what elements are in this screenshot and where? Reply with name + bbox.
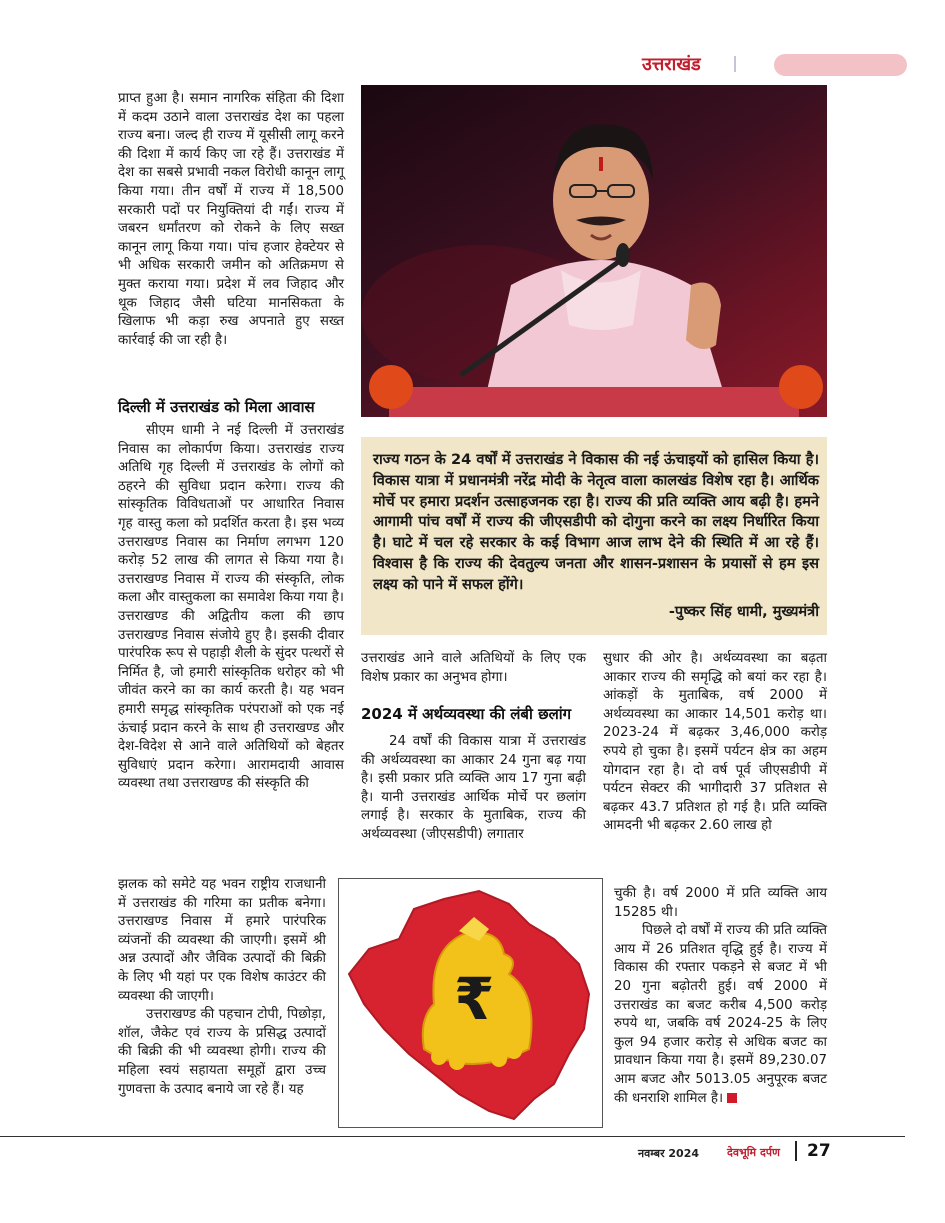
chief-minister-photo (361, 85, 827, 417)
quote-text: राज्य गठन के 24 वर्षों में उत्तराखंड ने विकास की नई ऊंचाइयों को हासिल किया है। विकास यात्रा में प्रधानमंत्री नरेंद्र मोदी के नेतृत्व वाला कालखंड विशेष रहा है। आर्थिक मोर्चे पर हमारा प्रदर्शन उत्साहजनक रहा है। राज्य की प्रति व्यक्ति आय बढ़ी है। हमने आगामी पांच वर्षों में राज्य की जीएसडीपी को दोगुना करने का लक्ष्य निर्धारित किया है। घाटे में चल रहे सरकार के कई विभाग आज लाभ देने की स्थिति में आ रहे हैं। विश्वास है कि राज्य की देवतुल्य जनता और शासन-प्रशासन के प्रयासों से हम इस लक्ष्य को पाने में सफल होंगे। (373, 451, 819, 593)
article-paragraph: सीएम धामी ने नई दिल्ली में उत्तराखंड निवास का लोकार्पण किया। उत्तराखंड राज्य अतिथि गृह दिल्ली में उत्तराखंड के लोगों को ठहरने की सुविधा प्रदान करेगा। राज्य की सांस्कृतिक विविधताओं पर आधारित निवास गृह वास्तु कला को प्रदर्शित करता है। इस भव्य उत्तराखण्ड निवास का निर्माण लगभग 120 करोड़ 52 लाख की लागत से किया गया है। उत्तराखण्ड निवास में राज्य की संस्कृति, लोक कला और वास्तुकला का समावेश किया गया है। उत्तराखण्ड की अद्वितीय कला की छाप उत्तराखण्ड निवास संजोये हुए है। इसकी दीवार पारंपरिक रूप से पहाड़ी शैली के सुंदर पत्थरों से निर्मित है, जो हमारी सांस्कृतिक धरोहर को भी जीवंत करने का का कार्य करती है। यह भवन हमारी समृद्ध सांस्कृतिक परंपराओं को एक नई ऊंचाई प्रदान करने के साथ ही उत्तराखण्ड और देश-विदेश से आने वाले अतिथियों को बेहतर सुविधाएं प्रदान करेगा। आरामदायी आवास व्यवस्था तथा उत्तराखण्ड की संस्कृति की (118, 423, 344, 792)
article-paragraph: पिछले दो वर्षों में राज्य की प्रति व्यक्ति आय में 26 प्रतिशत वृद्धि हुई है। राज्य में विकास की रफ्तार पकड़ने से बजट में भी 20 गुना बढ़ोतरी हुई। वर्ष 2000 में उत्तराखंड का बजट करीब 4,500 करोड़ रुपये था, जबकि वर्ष 2024-25 के लिए कुल 94 हजार करोड़ से अधिक बजट का प्रावधान किया गया है। इसमें 89,230.07 आम बजट और 5013.05 अनुपूरक बजट की धनराशि शामिल है। (614, 923, 827, 1106)
article-column-1-top (118, 90, 344, 350)
end-of-article-icon (727, 1093, 737, 1103)
article-paragraph: झलक को समेटे यह भवन राष्ट्रीय राजधानी में उत्तराखंड की गरिमा का प्रतीक बनेगा। उत्तराखण्ड निवास में हमारे पारंपरिक व्यंजनों की व्यवस्था की जाएगी। इसमें श्री अन्न उत्पादों और जैविक उत्पादों की बिक्री के लिए भी यहां पर एक विशेष काउंटर की व्यवस्था की जाएगी। (118, 877, 326, 1004)
page-number: 27 (807, 1141, 831, 1161)
section-label: उत्तराखंड (642, 54, 701, 75)
article-paragraph: सुधार की ओर है। अर्थव्यवस्था का बढ़ता आकार राज्य की समृद्धि को बयां कर रहा है। आंकड़ों के मुताबिक, वर्ष 2000 में अर्थव्यवस्था का आकार 14,501 करोड़ था। 2023-24 में बढ़कर 3,46,000 करोड़ रुपये हो चुका है। इसमें पर्यटन क्षेत्र का अहम योगदान रहा है। दो वर्ष पूर्व जीएसडीपी में पर्यटन सेक्टर की भागीदारी 37 प्रतिशत से बढ़कर 43.7 प्रतिशत हो गई है। प्रति व्यक्ति आमदनी भी बढ़कर 2.60 लाख हो (603, 651, 827, 834)
article-paragraph: चुकी है। वर्ष 2000 में प्रति व्यक्ति आय 15285 थी। (614, 886, 827, 920)
article-column-1-mid (118, 422, 344, 794)
article-column-3-bottom (614, 885, 827, 1108)
footer-divider (795, 1141, 797, 1161)
rupee-symbol: ₹ (454, 965, 495, 1033)
article-paragraph: उत्तराखंड आने वाले अतिथियों के लिए एक विशेष प्रकार का अनुभव होगा। (361, 651, 586, 685)
article-paragraph: 24 वर्षों की विकास यात्रा में उत्तराखंड की अर्थव्यवस्था का आकार 24 गुना बढ़ गया है। इसी प्रकार प्रति व्यक्ति आय 17 गुना बढ़ी है। यानी उत्तराखंड आर्थिक मोर्चे पर छलांग लगाई है। सरकार के मुताबिक, राज्य की अर्थव्यवस्था (जीएसडीपी) लगातार (361, 734, 586, 842)
section-decoration-pill (774, 54, 907, 76)
article-column-2-top (361, 650, 586, 687)
article-column-3-top (603, 650, 827, 836)
subheading-economy: 2024 में अर्थव्यवस्था की लंबी छलांग (361, 705, 572, 723)
footer-magazine-name: देवभूमि दर्पण (727, 1146, 780, 1159)
article-column-1-bottom (118, 876, 326, 1099)
subheading-delhi-residence: दिल्ली में उत्तराखंड को मिला आवास (118, 398, 315, 416)
footer-issue-date: नवम्बर 2024 (638, 1147, 700, 1160)
article-paragraph-ending (614, 922, 827, 1108)
uttarakhand-map-graphic (338, 878, 603, 1128)
section-divider (734, 56, 736, 72)
article-column-2-body (361, 733, 586, 845)
article-paragraph: उत्तराखण्ड की पहचान टोपी, पिछोड़ा, शॉल, जैकेट एवं राज्य के प्रसिद्ध उत्पादों की बिक्री की भी व्यवस्था होगी। राज्य की महिला स्वयं सहायता समूहों द्वारा उच्च गुणवत्ता के उत्पाद बनाये जा रहे हैं। यह (118, 1007, 326, 1097)
quote-attribution: -पुष्कर सिंह धामी, मुख्यमंत्री (668, 603, 819, 620)
state-map-icon (339, 879, 602, 1127)
speaker-illustration (361, 85, 827, 417)
article-paragraph: प्राप्त हुआ है। समान नागरिक संहिता की दिशा में कदम उठाने वाला उत्तराखंड देश का पहला राज्य बना। जल्द ही राज्य में यूसीसी लागू करने की दिशा में कार्य किए जा रहे हैं। उत्तराखंड में देश का सबसे प्रभावी नकल विरोधी कानून लागू किया गया। तीन वर्षों में राज्य में 18,500 सरकारी पदों पर नियुक्तियां दी गईं। राज्य में जबरन धर्मांतरण को रोकने के लिए सख्त कानून लागू किया गया। पांच हजार हेक्टेयर से भी अधिक सरकारी जमीन को अतिक्रमण से मुक्त कराया गया। प्रदेश में लव जिहाद और थूक जिहाद जैसी घटिया मानसिकता के खिलाफ भी कड़ा रुख अपनाते हुए सख्त कार्रवाई की जा रही है। (118, 91, 344, 348)
footer-rule (0, 1136, 905, 1137)
